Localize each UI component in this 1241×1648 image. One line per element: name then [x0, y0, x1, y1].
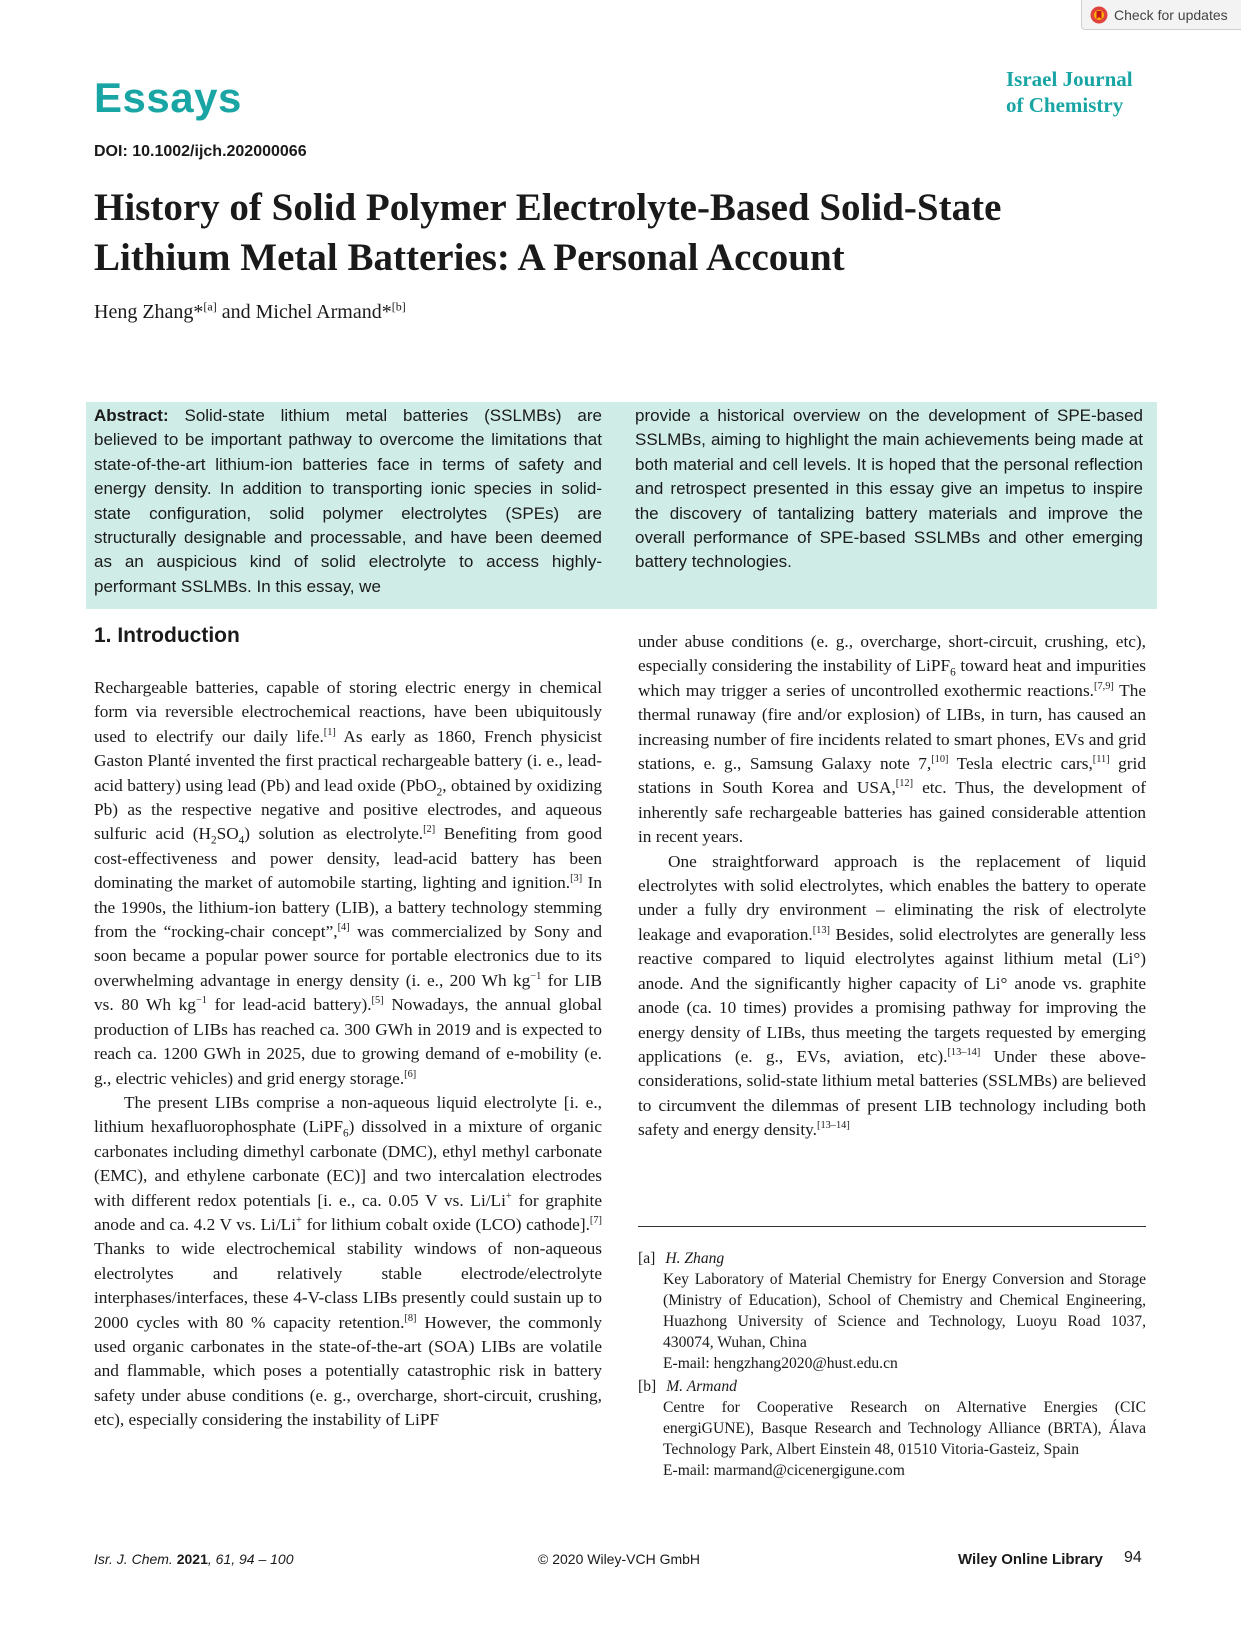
abstract-left-column — [94, 404, 602, 599]
text: Besides, solid electrolytes are generally less reactive compared to liquid electrolytes against lithium metal (Li°) anode. And the significantly higher capacity of Li° anode vs. graphite anode (ca. 10 times) provides a promising pathway for improving the energy density of LIBs, thus meeting the targets requested by emerging applications (e. g., EVs, aviation, etc). — [638, 924, 1146, 1066]
superscript: −1 — [195, 995, 207, 1007]
section-heading-introduction: 1. Introduction — [94, 624, 240, 647]
text: etc. Thus, the development of inherently safe rechargeable batteries has gained considerable attention in recent years. — [638, 778, 1146, 847]
journal-name-line2: of Chemistry — [1006, 93, 1124, 117]
superscript: + — [505, 1190, 512, 1202]
affiliation-a — [638, 1248, 1146, 1374]
doi-link[interactable]: DOI: 10.1002/ijch.202000066 — [94, 143, 307, 160]
paragraph — [638, 850, 1146, 1143]
citation: [4] — [337, 922, 350, 934]
footnote-divider — [638, 1226, 1146, 1227]
year: 2021 — [176, 1551, 208, 1567]
email-label: E-mail: — [663, 1355, 714, 1372]
text: for LIB vs. 80 Wh kg — [94, 970, 602, 1015]
affiliation-email-row — [663, 1460, 1146, 1481]
text: , obtained by oxidizing Pb) as the respective negative and positive electrodes, and aqueous sulfuric acid (H — [94, 775, 602, 844]
subscript: 6 — [950, 666, 956, 679]
text: Benefiting from good cost-effectiveness and power density, lead-acid battery has been dominating the market of automobile starting, lighting and ignition. — [94, 824, 602, 893]
author-2-affiliation-mark: [b] — [391, 299, 406, 314]
citation: [12] — [895, 778, 914, 790]
email-link[interactable]: marmand@cicenergigune.com — [713, 1462, 905, 1479]
email-link[interactable]: hengzhang2020@hust.edu.cn — [713, 1355, 898, 1372]
text: However, the commonly used organic carbonates in the state-of-the-art (SOA) LIBs are volatile and flammable, which poses a potentially catastrophic risk in battery safety under abuse conditions (e. g., overcharge, short-circuit, crushing, etc), especially considering the instability of LiPF — [94, 1312, 602, 1430]
text: SO — [216, 824, 239, 844]
paragraph — [94, 676, 602, 1091]
text: Tesla electric cars, — [948, 754, 1093, 774]
citation: [8] — [404, 1312, 417, 1324]
text: for graphite anode and ca. 4.2 V vs. Li/Li — [94, 1190, 602, 1234]
affiliation-b — [638, 1376, 1146, 1481]
bookmark-icon — [1090, 6, 1108, 24]
author-1: Heng Zhang* — [94, 301, 204, 323]
author-1-affiliation-mark: [a] — [203, 299, 217, 314]
citation: [10] — [931, 754, 949, 766]
abstract-text-left: Solid-state lithium metal batteries (SSLMBs) are believed to be important pathway to overcome the limitations that state-of-the-art lithium-ion batteries face in terms of safety and energy density. In addition to transporting ionic species in solid-state configuration, solid polymer electrolytes (SPEs) are structurally designable and processable, and have been deemed as an auspicious kind of solid electrolyte to access highly-performant SSLMBs. In this essay, we — [94, 406, 602, 596]
text: Rechargeable batteries, capable of storing electric energy in chemical form via reversible electrochemical reactions, have been ubiquitously used to electrify our daily life. — [94, 678, 602, 746]
citation: [6] — [404, 1068, 417, 1080]
citation: [7,9] — [1094, 681, 1114, 693]
text: for lithium cobalt oxide (LCO) cathode]. — [301, 1214, 590, 1234]
text: ) dissolved in a mixture of organic carbonates including dimethyl carbonate (DMC), ethyl methyl carbonate (EMC), and ethylene carbonate (EC)] and two intercalation electrodes with different redox potentials [i. e., ca. 0.05 V vs. Li/Li — [94, 1117, 602, 1210]
superscript: −1 — [530, 971, 542, 983]
check-for-updates-button[interactable] — [1081, 0, 1241, 30]
paragraph-continued — [638, 630, 1146, 850]
section-label: Essays — [94, 74, 242, 121]
text: for lead-acid battery). — [206, 995, 372, 1015]
citation: [13–14] — [947, 1047, 981, 1059]
citation: [7] — [589, 1215, 602, 1227]
journal-abbr: Isr. J. Chem. — [94, 1551, 173, 1567]
citation: [3] — [570, 873, 583, 885]
journal-name — [1006, 66, 1133, 118]
text: The thermal runaway (fire and/or explosion) of LIBs, in turn, has caused an increasing number of fire incidents related to smart phones, EVs and grid stations, e. g., Samsung Galaxy note 7, — [638, 680, 1147, 774]
check-for-updates-label: Check for updates — [1114, 6, 1228, 23]
subscript: 4 — [238, 834, 245, 847]
body-column-right — [638, 630, 1146, 1143]
citation: [13–14] — [817, 1120, 850, 1132]
citation: [11] — [1092, 754, 1110, 766]
email-label: E-mail: — [663, 1462, 714, 1479]
wiley-online-library-link[interactable]: Wiley Online Library — [958, 1551, 1103, 1568]
text: under abuse conditions (e. g., overcharge, short-circuit, crushing, etc), especially considering the instability of LiPF — [638, 632, 1146, 676]
affiliation-author: H. Zhang — [665, 1250, 725, 1267]
text: One straightforward approach is the replacement of liquid electrolytes with solid electrolytes, which enables the battery to operate under a fully dry environment – eliminating the risk of electrolyte leakage and evaporation. — [638, 851, 1146, 944]
citation-footer — [94, 1551, 294, 1567]
abstract-heading: Abstract: — [94, 406, 169, 425]
page-number: 94 — [1124, 1549, 1142, 1566]
title-line-2: Lithium Metal Batteries: A Personal Account — [94, 236, 845, 279]
author-2: and Michel Armand* — [216, 301, 392, 323]
paragraph — [94, 1091, 602, 1433]
subscript: 2 — [210, 834, 217, 847]
affiliations — [638, 1248, 1146, 1483]
title-line-1: History of Solid Polymer Electrolyte-Based Solid-State — [94, 186, 1002, 229]
citation: [2] — [423, 824, 436, 836]
affiliation-address: Key Laboratory of Material Chemistry for Energy Conversion and Storage (Ministry of Education), School of Chemistry and Chemical Engineering, Huazhong University of Science and Technology, Luoyu Road 1037, 430074, Wuhan, China — [663, 1271, 1146, 1351]
citation: [5] — [371, 995, 384, 1007]
volume-pages: , 61, 94 – 100 — [207, 1551, 294, 1567]
subscript: 6 — [343, 1127, 349, 1140]
copyright: © 2020 Wiley-VCH GmbH — [538, 1551, 701, 1567]
text: As early as 1860, French physicist Gaston Planté invented the first practical rechargeable battery (i. e., lead-acid battery) using lead (Pb) and lead oxide (PbO — [94, 726, 602, 795]
text: was commercialized by Sony and soon became a popular power source for portable electronics due to its overwhelming advantage in energy density (i. e., 200 Wh kg — [94, 922, 602, 990]
citation: [1] — [323, 727, 336, 739]
body-column-left — [94, 676, 602, 1433]
affiliation-mark: [a] — [638, 1250, 656, 1267]
text: Thanks to wide electrochemical stability windows of non-aqueous electrolytes and relatively stable electrode/electrolyte interphases/interfaces, these 4-V-class LIBs presently could sustain up to 2000 cycles with 80 % capacity retention. — [94, 1239, 602, 1332]
article-title — [94, 183, 1094, 283]
author-list — [94, 301, 406, 324]
text: toward heat and impurities which may trigger a series of uncontrolled exothermic reactions. — [638, 656, 1146, 700]
text: In the 1990s, the lithium-ion battery (LIB), a battery technology stemming from the “rocking-chair concept”, — [94, 873, 602, 942]
affiliation-author: M. Armand — [666, 1378, 737, 1395]
text: The present LIBs comprise a non-aqueous liquid electrolyte [i. e., lithium hexafluorophosphate (LiPF — [94, 1092, 602, 1137]
affiliation-email-row — [663, 1353, 1146, 1374]
journal-name-line1: Israel Journal — [1006, 67, 1133, 91]
subscript: 2 — [436, 786, 443, 799]
text: Under these above-considerations, solid-state lithium metal batteries (SSLMBs) are believed to circumvent the dilemmas of present LIB technology including both safety and energy density. — [638, 1046, 1146, 1140]
text: grid stations in South Korea and USA, — [638, 754, 1146, 798]
citation: [13] — [812, 925, 830, 937]
text: Nowadays, the annual global production of LIBs has reached ca. 300 GWh in 2019 and is expected to reach ca. 1200 GWh in 2025, due to growing demand of e-mobility (e. g., electric vehicles) and grid energy storage. — [94, 995, 602, 1088]
affiliation-address: Centre for Cooperative Research on Alternative Energies (CIC energiGUNE), Basque Research and Technology Alliance (BRTA), Álava Technology Park, Albert Einstein 48, 01510 Vitoria-Gasteiz, Spain — [663, 1399, 1146, 1458]
abstract-right-column: provide a historical overview on the development of SPE-based SSLMBs, aiming to highlight the main achievements being made at both material and cell levels. It is hoped that the personal reflection and retrospect presented in this essay give an impetus to inspire the discovery of tantalizing battery materials and improve the overall performance of SPE-based SSLMBs and other emerging battery technologies. — [635, 406, 1143, 572]
superscript: + — [296, 1215, 302, 1227]
affiliation-mark: [b] — [638, 1378, 657, 1395]
text: ) solution as electrolyte. — [244, 824, 424, 844]
